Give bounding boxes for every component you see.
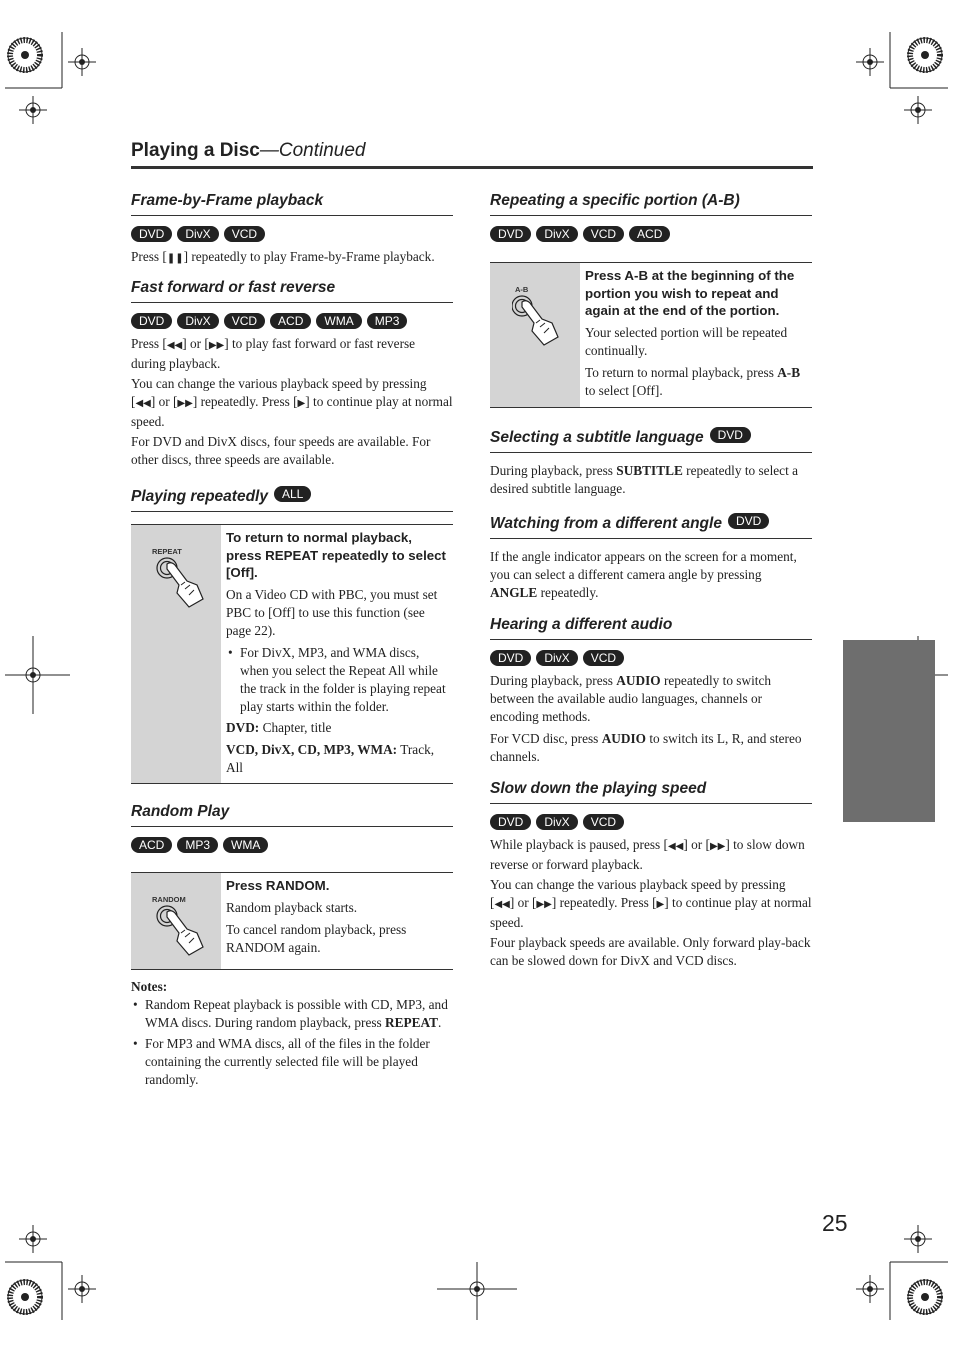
instruction-paragraph: To cancel random playback, press RANDOM again. [226, 921, 407, 955]
fast-forward-icon: ▶▶ [208, 340, 225, 351]
heading-text: Repeating a specific portion (A-B) [490, 192, 740, 209]
header-rule [131, 166, 813, 169]
repeat-instruction-box [131, 524, 453, 784]
text: During playback, press [490, 673, 617, 688]
instruction-paragraph: On a Video CD with PBC, you must set PBC to [Off] to use this function (see page 22). [226, 586, 438, 638]
heading-text: Slow down the playing speed [490, 780, 707, 797]
paragraph-slow-1 [490, 836, 812, 874]
badge-mp3: MP3 [367, 313, 408, 329]
heading-text: Fast forward or fast reverse [131, 279, 336, 296]
text: . [438, 1015, 442, 1030]
instruction-bold: Press A-B at the beginning of the portion you wish to repeat and again at the end of the portion. [585, 268, 795, 318]
text: If the angle indicator appears on the screen for a moment, you can select a different camera angle by pressing [490, 549, 797, 582]
text: ] or [ [150, 394, 178, 409]
text: Track, All [226, 741, 435, 775]
badge-dvd: DVD [490, 650, 531, 666]
section-heading-fast-forward [131, 278, 453, 303]
section-heading-repeat [131, 487, 453, 512]
page-title [131, 140, 365, 162]
hand-pressing-random-icon [153, 903, 209, 959]
random-instruction-text [226, 877, 451, 961]
chapter-side-tab [843, 640, 935, 822]
badge-wma: WMA [223, 837, 268, 853]
text: During playback, press [490, 463, 617, 478]
text: ] repeatedly. Press [ [551, 895, 657, 910]
text: To return to normal playback, press [585, 364, 778, 380]
badge-all: ALL [274, 486, 311, 502]
paragraph-fast-1 [131, 335, 453, 373]
badge-dvd: DVD [710, 427, 751, 443]
disc-badges-audio [490, 650, 624, 667]
text: For VCD disc, press [490, 731, 602, 746]
label: VCD, DivX, CD, MP3, WMA: [226, 741, 398, 757]
disc-badges-random [131, 837, 268, 854]
section-heading-frame-by-frame [131, 191, 453, 216]
button-illustration-panel [131, 873, 221, 969]
notes-list [131, 996, 453, 1089]
repeat-instruction-text [226, 529, 451, 781]
disc-badges-slow [490, 814, 624, 831]
section-heading-ab [490, 191, 812, 216]
ab-instruction-text [585, 267, 810, 404]
ab-instruction-box [490, 262, 812, 408]
paragraph-audio-1 [490, 672, 812, 726]
rewind-icon: ◀◀ [494, 899, 510, 910]
heading-text: Frame-by-Frame playback [131, 192, 324, 209]
paragraph-audio-2 [490, 730, 812, 766]
badge-dvd: DVD [490, 814, 531, 830]
text: ] or [ [509, 895, 537, 910]
paragraph-angle [490, 548, 812, 602]
paragraph-slow-3: Four playback speeds are available. Only forward play-back can be slowed down for DivX and VCD discs. [490, 935, 811, 968]
note-item [131, 996, 453, 1032]
bullet-item: • For DivX, MP3, and WMA discs, when you select the Repeat All while the track in the folder is playing repeat play starts within the folder. [226, 644, 451, 716]
badge-acd: ACD [131, 837, 172, 853]
heading-text: Playing repeatedly [131, 488, 268, 505]
badge-divx: DivX [536, 814, 577, 830]
text: REPEAT [385, 1015, 438, 1030]
rewind-icon: ◀◀ [667, 841, 684, 852]
badge-vcd: VCD [224, 226, 265, 242]
text: ] to play fast forward or fast reverse during playback. [131, 336, 416, 371]
ab-button-label: A-B [515, 285, 529, 294]
hand-pressing-ab-icon [512, 293, 568, 349]
pause-icon: ❚❚ [166, 253, 184, 264]
text: ] or [ [683, 837, 710, 852]
badge-wma: WMA [316, 313, 361, 329]
paragraph-fast-3: For DVD and DivX discs, four speeds are available. For other discs, three speeds are available. [131, 434, 431, 467]
repeat-button-label: REPEAT [152, 547, 182, 556]
text: ] repeatedly. Press [ [192, 394, 298, 409]
fast-forward-icon: ▶▶ [536, 899, 552, 910]
badge-dvd: DVD [131, 226, 172, 242]
section-heading-random [131, 802, 453, 827]
random-button-label: RANDOM [152, 895, 186, 904]
section-heading-slow [490, 779, 812, 804]
badge-dvd: DVD [728, 513, 769, 529]
paragraph-slow-2 [490, 876, 812, 932]
badge-mp3: MP3 [177, 837, 218, 853]
paragraph-fast-2 [131, 375, 453, 431]
heading-text: Selecting a subtitle language [490, 429, 704, 446]
section-heading-audio [490, 615, 812, 640]
bullet-list [226, 644, 451, 716]
instruction-bold: To return to normal playback, press REPEAT repeatedly to select [Off]. [226, 530, 446, 580]
text: Press [ [131, 249, 167, 264]
text: ] repeatedly to play Frame-by-Frame playback. [183, 249, 435, 264]
badge-vcd: VCD [583, 814, 624, 830]
text: to select [Off]. [585, 382, 663, 398]
text: repeatedly to switch between the available audio languages, channels or encoding methods. [490, 673, 772, 724]
text: You can change the various playback speed by pressing [ [131, 376, 427, 409]
section-heading-angle [490, 514, 812, 539]
instruction-bold: Press RANDOM. [226, 878, 330, 893]
disc-badges-frame [131, 226, 265, 243]
text: ] to continue play at normal speed. [131, 394, 453, 429]
text: While playback is paused, press [ [490, 837, 668, 852]
text: repeatedly to select a desired subtitle language. [490, 463, 799, 496]
badge-divx: DivX [177, 226, 218, 242]
heading-text: Watching from a different angle [490, 515, 722, 532]
disc-badges-ab [490, 226, 670, 243]
badge-dvd: DVD [131, 313, 172, 329]
button-illustration-panel [490, 263, 580, 407]
other-modes [226, 741, 451, 777]
section-heading-subtitle [490, 428, 812, 453]
text: repeatedly. [537, 585, 599, 600]
dvd-modes [226, 719, 451, 737]
disc-badges-fast [131, 313, 407, 330]
heading-text: Random Play [131, 803, 230, 820]
badge-dvd: DVD [490, 226, 531, 242]
button-illustration-panel [131, 525, 221, 783]
text: ANGLE [490, 585, 538, 600]
badge-divx: DivX [536, 650, 577, 666]
text: You can change the various playback speed by pressing [ [490, 877, 786, 910]
text: to switch its L, R, and stereo channels. [490, 731, 802, 764]
badge-vcd: VCD [583, 650, 624, 666]
label: DVD: [226, 719, 260, 735]
badge-acd: ACD [270, 313, 311, 329]
text: SUBTITLE [616, 463, 683, 478]
text: AUDIO [601, 731, 647, 746]
instruction-paragraph: Random playback starts. [226, 899, 358, 915]
instruction-paragraph [585, 364, 810, 400]
text: Chapter, title [259, 719, 332, 735]
heading-text: Hearing a different audio [490, 616, 673, 633]
rewind-icon: ◀◀ [135, 398, 151, 409]
notes-title: Notes: [131, 979, 168, 994]
random-instruction-box [131, 872, 453, 970]
play-icon: ▶ [297, 398, 306, 409]
text: ] to slow down reverse or forward playback. [490, 837, 805, 872]
text: Random Repeat playback is possible with CD, MP3, and WMA discs. During random playback, press [145, 997, 448, 1030]
text: ] to continue play at normal speed. [490, 895, 812, 930]
instruction-paragraph: Your selected portion will be repeated continually. [585, 324, 788, 358]
page-title-main: Playing a Disc [131, 140, 260, 161]
badge-vcd: VCD [224, 313, 265, 329]
fast-forward-icon: ▶▶ [709, 841, 726, 852]
badge-vcd: VCD [583, 226, 624, 242]
paragraph-frame [131, 248, 461, 268]
badge-divx: DivX [177, 313, 218, 329]
hand-pressing-repeat-icon [153, 555, 209, 611]
rewind-icon: ◀◀ [166, 340, 183, 351]
fast-forward-icon: ▶▶ [177, 398, 193, 409]
badge-acd: ACD [629, 226, 670, 242]
notes [131, 978, 453, 1092]
text: AUDIO [616, 673, 661, 688]
badge-divx: DivX [536, 226, 577, 242]
text: A-B [777, 364, 801, 380]
page-title-continued: —Continued [259, 140, 366, 161]
note-item: • For MP3 and WMA discs, all of the files in the folder containing the currently selected file will be played randomly. [131, 1035, 453, 1089]
paragraph-subtitle [490, 462, 812, 498]
text: ] or [ [182, 336, 209, 351]
page-number: 25 [822, 1210, 848, 1236]
play-icon: ▶ [656, 899, 665, 910]
text: Press [ [131, 336, 167, 351]
